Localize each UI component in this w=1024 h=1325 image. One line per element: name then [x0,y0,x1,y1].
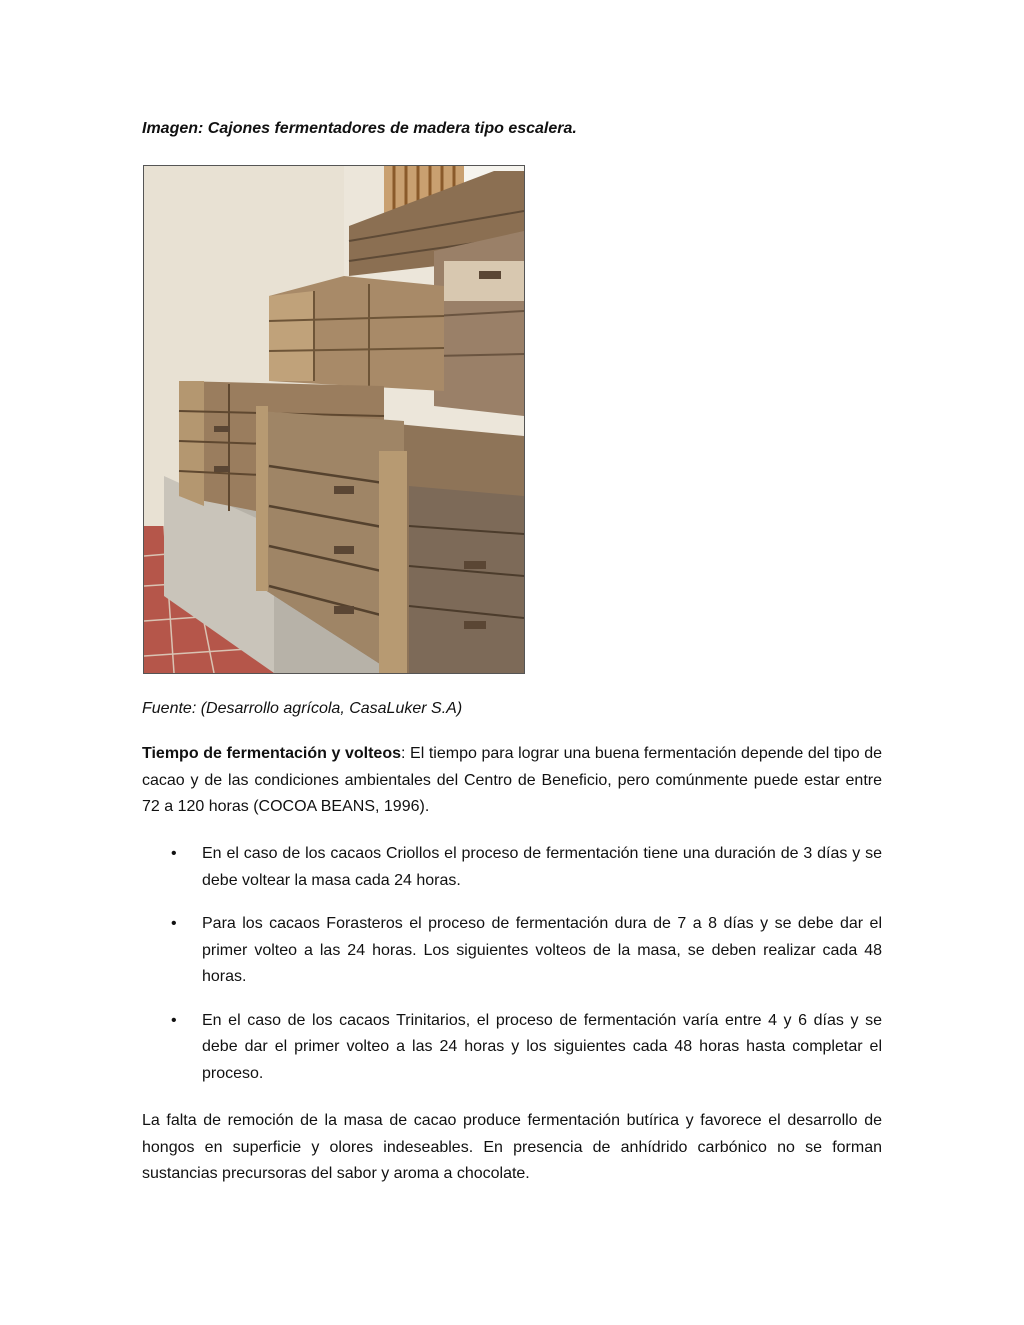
bullet-text: Para los cacaos Forasteros el proceso de fermentación dura de 7 a 8 días y se debe dar el primer volteo a las 24 horas. Los siguientes volteos de la masa, se deben realizar cada 48 horas. [202,915,882,985]
list-item [142,911,882,991]
list-item [142,841,882,894]
wooden-boxes-illustration [144,166,524,673]
bullet-text: En el caso de los cacaos Criollos el proceso de fermentación tiene una duración de 3 días y se debe voltear la masa cada 24 horas. [202,845,882,889]
section-heading: Tiempo de fermentación y volteos [142,745,402,762]
figure-caption: Imagen: Cajones fermentadores de madera tipo escalera. [142,120,577,137]
fermentation-boxes-photo [143,165,525,674]
fermentation-bullet-list [142,841,882,1104]
figure-source: Fuente: (Desarrollo agrícola, CasaLuker S.A) [142,700,463,717]
bullet-icon: • [171,845,177,862]
bullet-text: En el caso de los cacaos Trinitarios, el proceso de fermentación varía entre 4 y 6 días y se debe dar el primer volteo a las 24 horas y los siguientes cada 48 horas hasta completar el proceso. [202,1011,882,1082]
bullet-icon: • [171,1011,177,1029]
closing-paragraph: La falta de remoción de la masa de cacao produce fermentación butírica y favorece el desarrollo de hongos en superficie y olores indeseables. En presencia de anhídrido carbónico no se forman sustancias precursoras del sabor y aroma a chocolate. [142,1112,882,1182]
intro-text: : El tiempo para lograr una buena fermentación depende del tipo de cacao y de las condiciones ambientales del Centro de Beneficio, pero comúnmente puede estar entre 72 a 120 horas (COCOA BEANS, 1996). [142,745,883,815]
intro-paragraph [142,741,882,821]
list-item [142,1008,882,1088]
bullet-icon: • [171,915,177,932]
